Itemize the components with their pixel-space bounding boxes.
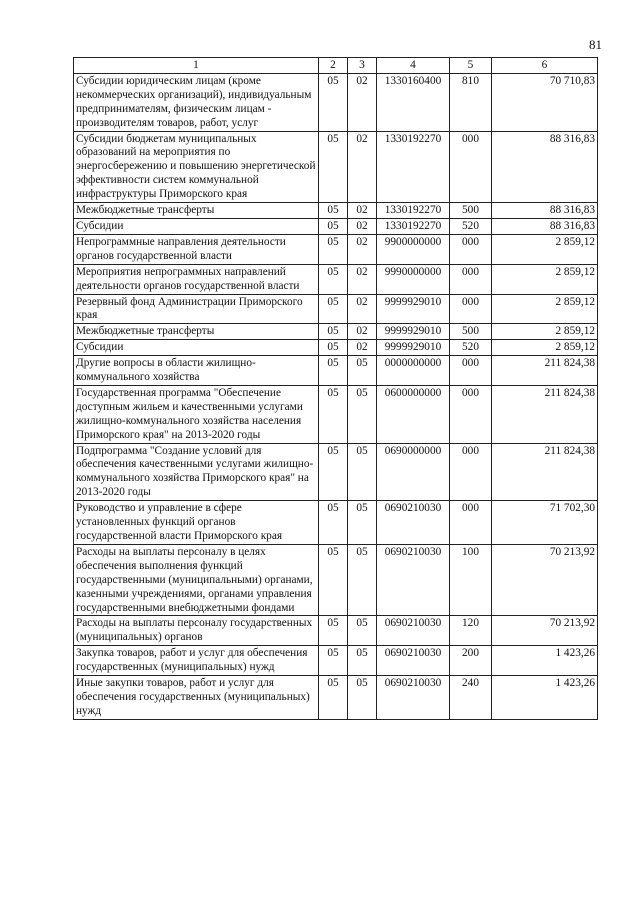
header-row (74, 58, 598, 74)
row-section: 05 (319, 443, 348, 501)
row-expense-type: 000 (450, 501, 492, 545)
row-section: 05 (319, 218, 348, 234)
row-amount: 211 824,38 (492, 443, 598, 501)
row-amount: 2 859,12 (492, 264, 598, 294)
row-expense-type: 520 (450, 340, 492, 356)
row-name: Закупка товаров, работ и услуг для обеспечения государственных (муниципальных) нужд (74, 646, 319, 676)
table-row (74, 501, 598, 545)
row-subsection: 05 (348, 544, 377, 616)
row-name: Межбюджетные трансферты (74, 324, 319, 340)
row-target-code: 1330160400 (377, 73, 450, 131)
row-subsection: 02 (348, 294, 377, 324)
row-subsection: 05 (348, 443, 377, 501)
row-subsection: 05 (348, 616, 377, 646)
row-subsection: 02 (348, 324, 377, 340)
row-section: 05 (319, 294, 348, 324)
row-target-code: 0690210030 (377, 676, 450, 720)
table-row (74, 676, 598, 720)
row-subsection: 05 (348, 501, 377, 545)
row-section: 05 (319, 501, 348, 545)
row-target-code: 0690000000 (377, 443, 450, 501)
row-target-code: 0600000000 (377, 385, 450, 443)
row-name: Руководство и управление в сфере установленных функций органов государственной власти Приморского края (74, 501, 319, 545)
row-target-code: 1330192270 (377, 218, 450, 234)
row-subsection: 02 (348, 73, 377, 131)
row-expense-type: 810 (450, 73, 492, 131)
row-name: Субсидии (74, 340, 319, 356)
header-col-6: 6 (492, 58, 598, 74)
header-col-1: 1 (74, 58, 319, 74)
table-row (74, 544, 598, 616)
row-target-code: 1330192270 (377, 203, 450, 219)
row-section: 05 (319, 646, 348, 676)
row-expense-type: 520 (450, 218, 492, 234)
row-target-code: 9999929010 (377, 294, 450, 324)
row-name: Иные закупки товаров, работ и услуг для обеспечения государственных (муниципальных) нужд (74, 676, 319, 720)
budget-table (73, 57, 598, 720)
row-expense-type: 000 (450, 131, 492, 203)
table-body (74, 73, 598, 719)
row-amount: 88 316,83 (492, 131, 598, 203)
table-row (74, 324, 598, 340)
row-target-code: 1330192270 (377, 131, 450, 203)
table-row (74, 443, 598, 501)
row-section: 05 (319, 203, 348, 219)
row-subsection: 02 (348, 203, 377, 219)
row-name: Непрограммные направления деятельности органов государственной власти (74, 234, 319, 264)
table-row (74, 73, 598, 131)
row-subsection: 02 (348, 340, 377, 356)
row-amount: 71 702,30 (492, 501, 598, 545)
row-target-code: 0690210030 (377, 646, 450, 676)
header-col-4: 4 (377, 58, 450, 74)
row-subsection: 05 (348, 356, 377, 386)
table-row (74, 218, 598, 234)
row-amount: 2 859,12 (492, 234, 598, 264)
table-row (74, 264, 598, 294)
row-amount: 2 859,12 (492, 294, 598, 324)
row-amount: 211 824,38 (492, 356, 598, 386)
row-subsection: 02 (348, 234, 377, 264)
row-section: 05 (319, 356, 348, 386)
row-amount: 70 710,83 (492, 73, 598, 131)
row-name: Межбюджетные трансферты (74, 203, 319, 219)
row-expense-type: 000 (450, 443, 492, 501)
page-number: 81 (589, 37, 602, 52)
row-expense-type: 500 (450, 324, 492, 340)
row-target-code: 0690210030 (377, 616, 450, 646)
row-section: 05 (319, 340, 348, 356)
row-section: 05 (319, 264, 348, 294)
row-subsection: 05 (348, 676, 377, 720)
row-target-code: 9999929010 (377, 340, 450, 356)
row-section: 05 (319, 676, 348, 720)
table-row (74, 234, 598, 264)
row-expense-type: 500 (450, 203, 492, 219)
row-expense-type: 100 (450, 544, 492, 616)
header-col-2: 2 (319, 58, 348, 74)
table-row (74, 616, 598, 646)
row-subsection: 05 (348, 385, 377, 443)
row-section: 05 (319, 616, 348, 646)
row-target-code: 9999929010 (377, 324, 450, 340)
row-name: Субсидии бюджетам муниципальных образований на мероприятия по энергосбережению и повышению энергетической эффективности систем коммунальной инфраструктуры Приморского края (74, 131, 319, 203)
table-row (74, 340, 598, 356)
row-section: 05 (319, 385, 348, 443)
row-expense-type: 000 (450, 385, 492, 443)
row-expense-type: 200 (450, 646, 492, 676)
row-target-code: 0690210030 (377, 544, 450, 616)
row-subsection: 02 (348, 131, 377, 203)
row-expense-type: 000 (450, 234, 492, 264)
row-amount: 88 316,83 (492, 203, 598, 219)
row-name: Другие вопросы в области жилищно-коммунального хозяйства (74, 356, 319, 386)
row-target-code: 9900000000 (377, 234, 450, 264)
row-section: 05 (319, 234, 348, 264)
row-name: Резервный фонд Администрации Приморского края (74, 294, 319, 324)
table-row (74, 203, 598, 219)
table-row (74, 131, 598, 203)
row-amount: 2 859,12 (492, 324, 598, 340)
row-amount: 70 213,92 (492, 544, 598, 616)
row-amount: 1 423,26 (492, 646, 598, 676)
row-amount: 211 824,38 (492, 385, 598, 443)
row-amount: 2 859,12 (492, 340, 598, 356)
row-expense-type: 000 (450, 264, 492, 294)
table-row (74, 646, 598, 676)
row-target-code: 0690210030 (377, 501, 450, 545)
row-expense-type: 000 (450, 356, 492, 386)
row-section: 05 (319, 131, 348, 203)
table-row (74, 385, 598, 443)
row-section: 05 (319, 544, 348, 616)
row-amount: 88 316,83 (492, 218, 598, 234)
row-section: 05 (319, 324, 348, 340)
row-target-code: 9990000000 (377, 264, 450, 294)
table-row (74, 356, 598, 386)
header-col-3: 3 (348, 58, 377, 74)
table-row (74, 294, 598, 324)
row-name: Мероприятия непрограммных направлений деятельности органов государственной власти (74, 264, 319, 294)
row-name: Субсидии (74, 218, 319, 234)
row-subsection: 02 (348, 218, 377, 234)
row-target-code: 0000000000 (377, 356, 450, 386)
row-name: Подпрограмма "Создание условий для обеспечения качественными услугами жилищно-коммунального хозяйства Приморского края" на 2013-2020 годы (74, 443, 319, 501)
row-amount: 70 213,92 (492, 616, 598, 646)
row-subsection: 02 (348, 264, 377, 294)
table-header (74, 58, 598, 74)
row-expense-type: 000 (450, 294, 492, 324)
row-name: Расходы на выплаты персоналу государственных (муниципальных) органов (74, 616, 319, 646)
row-subsection: 05 (348, 646, 377, 676)
header-col-5: 5 (450, 58, 492, 74)
row-section: 05 (319, 73, 348, 131)
row-expense-type: 120 (450, 616, 492, 646)
row-name: Государственная программа "Обеспечение доступным жильем и качественными услугами жилищно-коммунального хозяйства населения Приморского края" на 2013-2020 годы (74, 385, 319, 443)
row-amount: 1 423,26 (492, 676, 598, 720)
row-name: Расходы на выплаты персоналу в целях обеспечения выполнения функций государственными (муниципальными) органами, казенными учреждениями, органами управления государственными внебюджетными фондами (74, 544, 319, 616)
row-name: Субсидии юридическим лицам (кроме некоммерческих организаций), индивидуальным предпринимателям, физическим лицам - производителям товаров, работ, услуг (74, 73, 319, 131)
row-expense-type: 240 (450, 676, 492, 720)
